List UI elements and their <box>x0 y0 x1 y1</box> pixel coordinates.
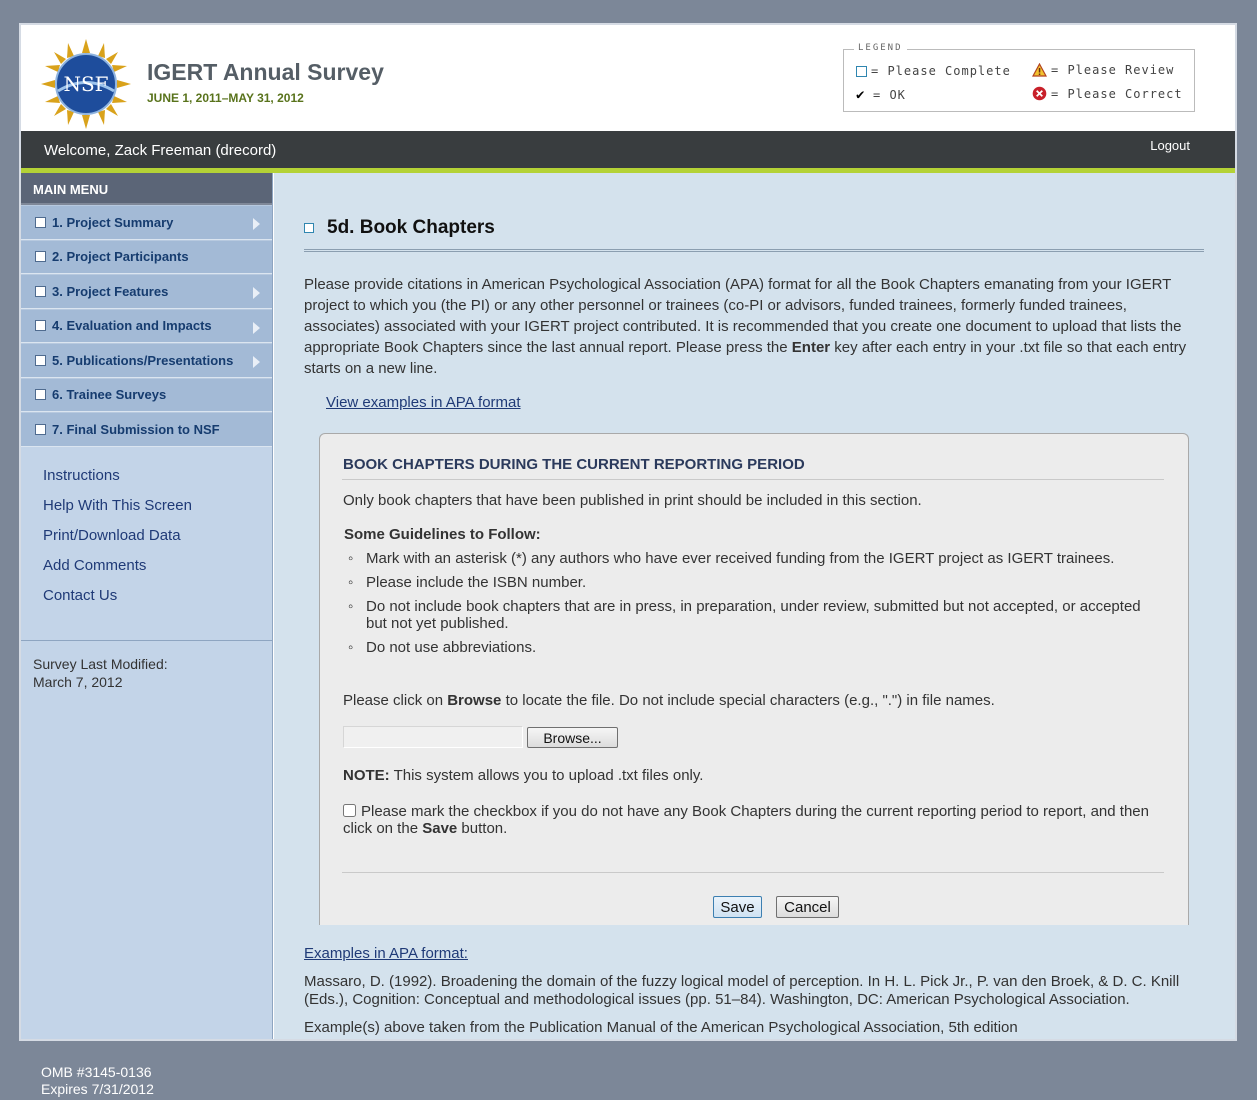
status-box-icon <box>304 223 314 233</box>
main-menu-title: MAIN MENU <box>21 173 272 205</box>
menu-item-final-submission[interactable] <box>21 412 272 447</box>
legend-please-review <box>1032 63 1174 77</box>
warning-icon <box>1032 63 1047 77</box>
menu-item-label: 2. Project Participants <box>52 249 189 265</box>
page-header <box>21 25 1235 131</box>
welcome-message: Welcome, Zack Freeman (drecord) <box>44 142 277 159</box>
legend-label: = OK <box>873 88 906 102</box>
checkbox-emphasis: Save <box>422 820 458 837</box>
status-box-icon <box>35 217 46 228</box>
browse-text: to locate the file. Do not include special characters (e.g., ".") in file names. <box>501 692 995 709</box>
checkbox-label: Please mark the checkbox if you do not have any Book Chapters during the current reporting period to report, and then click on the <box>343 803 1149 837</box>
help-link[interactable]: Help With This Screen <box>43 496 192 514</box>
guidelines-list <box>344 550 1164 663</box>
list-item: ◦ Please include the ISBN number. <box>344 574 1164 591</box>
expiration-date: Expires 7/31/2012 <box>41 1081 154 1097</box>
menu-item-trainee-surveys[interactable] <box>21 378 272 413</box>
list-item: ◦ Mark with an asterisk (*) any authors who have ever received funding from the IGERT project as IGERT trainees. <box>344 550 1164 567</box>
empty-box-icon <box>856 66 867 77</box>
title-divider <box>304 249 1204 252</box>
upload-note <box>343 767 703 784</box>
survey-window <box>19 23 1237 1041</box>
intro-emphasis: Enter <box>791 339 831 356</box>
menu-item-label: 3. Project Features <box>52 283 169 299</box>
welcome-bar <box>21 131 1235 173</box>
status-box-icon <box>35 320 46 331</box>
legend-label: = Please Correct <box>1051 86 1183 101</box>
panel-divider <box>342 872 1164 873</box>
checkmark-icon: ✔ <box>856 87 866 103</box>
legend-title: LEGEND <box>854 43 907 53</box>
book-chapters-panel <box>319 433 1189 925</box>
legend-label: = Please Review <box>1051 63 1175 77</box>
status-legend <box>843 43 1195 112</box>
browse-button[interactable]: Browse... <box>527 727 618 748</box>
panel-divider <box>342 479 1164 480</box>
main-content <box>274 173 1235 1041</box>
add-comments-link[interactable]: Add Comments <box>43 556 147 574</box>
menu-item-project-summary[interactable] <box>21 205 272 240</box>
last-modified-date: March 7, 2012 <box>33 673 123 690</box>
menu-item-publications-presentations[interactable] <box>21 343 272 378</box>
app-title: IGERT Annual Survey <box>147 59 384 85</box>
note-label: NOTE: <box>343 767 390 784</box>
last-modified-label: Survey Last Modified: <box>33 655 168 672</box>
instructions-link[interactable]: Instructions <box>43 466 120 484</box>
expand-arrow-icon <box>253 287 260 299</box>
intro-text: key after each entry in your .txt file so that each entry starts on a new line. <box>304 339 1187 377</box>
menu-item-label: 4. Evaluation and Impacts <box>52 318 212 334</box>
print-download-link[interactable]: Print/Download Data <box>43 526 181 544</box>
omb-footer <box>41 1064 154 1098</box>
guidelines-heading: Some Guidelines to Follow: <box>344 526 541 543</box>
menu-item-label: 6. Trainee Surveys <box>52 387 167 403</box>
no-chapters-row <box>343 803 1173 837</box>
panel-title: BOOK CHAPTERS DURING THE CURRENT REPORTING PERIOD <box>343 456 805 473</box>
save-button[interactable]: Save <box>713 896 762 918</box>
menu-item-label: 5. Publications/Presentations <box>52 352 234 368</box>
status-box-icon <box>35 355 46 366</box>
apa-examples-heading[interactable]: Examples in APA format: <box>304 945 468 962</box>
menu-item-evaluation-impacts[interactable] <box>21 309 272 344</box>
nsf-logo <box>41 39 131 129</box>
menu-item-label: 1. Project Summary <box>52 214 174 230</box>
expand-arrow-icon <box>253 356 260 368</box>
checkbox-label: button. <box>457 820 508 837</box>
panel-note: Only book chapters that have been published in print should be included in this section. <box>343 492 922 509</box>
legend-ok <box>856 87 906 103</box>
legend-please-complete <box>856 64 1011 78</box>
status-box-icon <box>35 424 46 435</box>
status-box-icon <box>35 389 46 400</box>
contact-us-link[interactable]: Contact Us <box>43 586 118 604</box>
status-box-icon <box>35 286 46 297</box>
legend-label: = Please Complete <box>871 64 1011 78</box>
menu-item-label: 7. Final Submission to NSF <box>52 421 220 437</box>
sidebar-links <box>21 447 272 641</box>
error-icon <box>1032 86 1047 101</box>
cancel-button[interactable]: Cancel <box>776 896 839 918</box>
expand-arrow-icon <box>253 218 260 230</box>
browse-instructions <box>343 692 995 709</box>
list-item: ◦ Do not use abbreviations. <box>344 639 1164 656</box>
menu-item-project-features[interactable] <box>21 274 272 309</box>
no-chapters-checkbox[interactable] <box>343 804 356 817</box>
example-source-note: Example(s) above taken from the Publication Manual of the American Psychological Association, 5th edition <box>304 1019 1018 1036</box>
status-box-icon <box>35 251 46 262</box>
expand-arrow-icon <box>253 322 260 334</box>
intro-paragraph <box>304 274 1194 379</box>
last-modified <box>21 641 272 705</box>
omb-number: OMB #3145-0136 <box>41 1064 152 1080</box>
file-path-field[interactable] <box>343 726 523 748</box>
menu-item-project-participants[interactable] <box>21 240 272 275</box>
svg-text:NSF: NSF <box>63 72 109 96</box>
note-text: This system allows you to upload .txt files only. <box>389 767 704 784</box>
page-title: 5d. Book Chapters <box>327 217 495 238</box>
browse-text: Please click on <box>343 692 448 709</box>
legend-please-correct <box>1032 86 1183 101</box>
view-apa-examples-link[interactable]: View examples in APA format <box>326 394 521 411</box>
sidebar <box>21 173 273 1041</box>
logout-link[interactable]: Logout <box>1150 138 1190 153</box>
browse-emphasis: Browse <box>447 692 502 709</box>
intro-text: Please provide citations in American Psychological Association (APA) format for all the Book Chapters emanating from your IGERT project to which you (the PI) or any other personnel or trainees (co-PI or advisors, funded trainees, formerly funded trainees, associates) associated with your IGERT project contributed. It is recommended that you create one document to upload that lists the appropriate Book Chapters since the last annual report. Please press the <box>304 276 1182 356</box>
survey-dates: JUNE 1, 2011–MAY 31, 2012 <box>147 91 304 105</box>
page-title-row <box>304 217 495 239</box>
list-item: ◦ Do not include book chapters that are in press, in preparation, under review, submitted but not accepted, or accepted but not yet published. <box>344 598 1164 632</box>
apa-example-citation: Massaro, D. (1992). Broadening the domain of the fuzzy logical model of perception. In H. L. Pick Jr., P. van den Broek, & D. C. Knill (Eds.), Cognition: Conceptual and methodological issues (pp. 51–84). Washington, DC: American Psychological Association. <box>304 973 1180 1008</box>
